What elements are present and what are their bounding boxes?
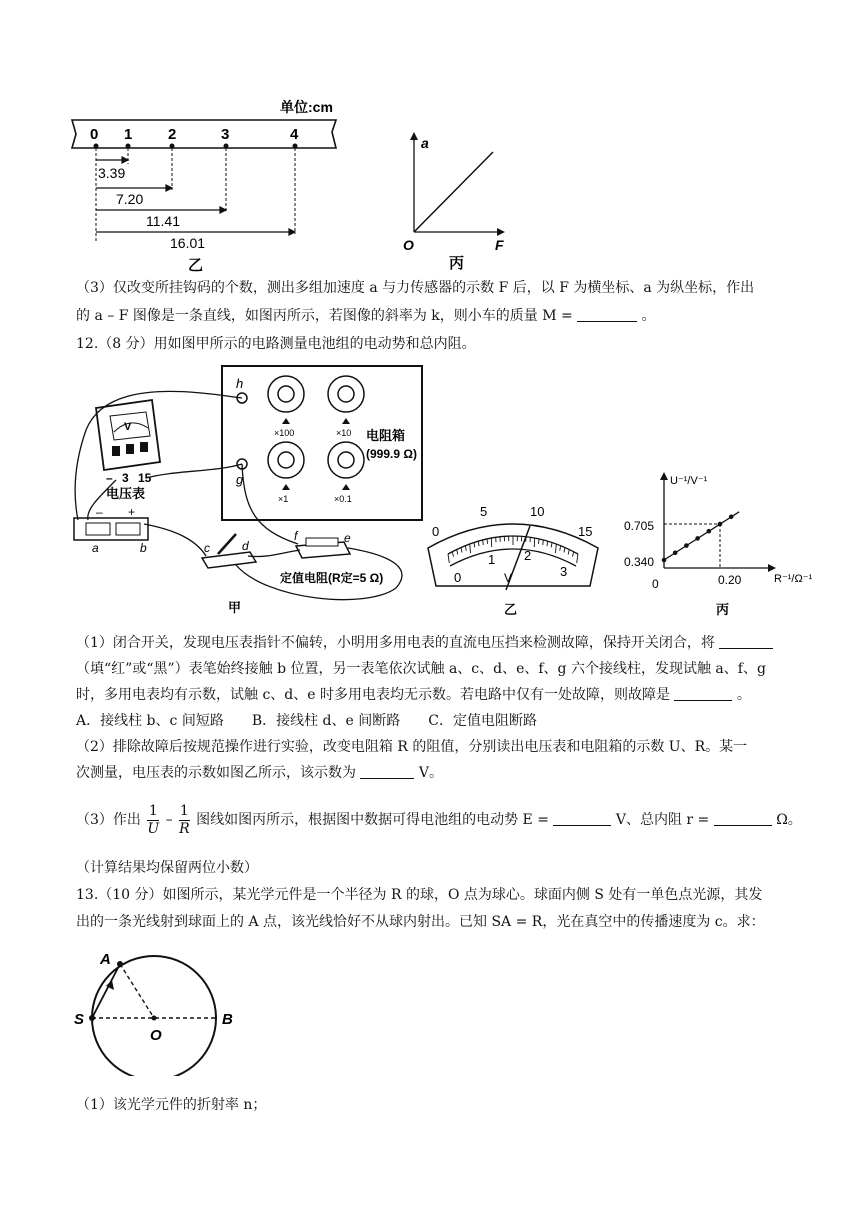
label-f: f [294,529,298,543]
point-s [89,1015,95,1021]
dial-label-x10: ×10 [336,428,352,438]
label-b-point: B [222,1011,233,1028]
q12-3-note: （计算结果均保留两位小数） [76,860,258,876]
q12-3-minus: – [165,812,173,828]
label-s-point: S [74,1011,85,1028]
chart-y-label: U⁻¹/V⁻¹ [670,475,708,487]
dial-bottom-1: 1 [488,552,496,567]
af-y-label: a [421,135,429,151]
q12-3-mid: 图线如图丙所示，根据图中数据可得电池组的电动势 E = [196,812,549,828]
voltmeter-v: V [124,421,132,433]
answer-blank-mass[interactable] [577,307,637,322]
af-graph [395,128,525,273]
voltmeter-minus: – [106,471,113,485]
switch[interactable] [202,552,256,568]
dial-tick [543,540,544,545]
q12-title: 12.（8 分）用如图甲所示的电路测量电池组的电动势和总内阻。 [76,336,476,352]
chart-x-tick-0: 0 [652,577,659,591]
label-g: g [236,472,244,487]
chart-point [662,558,667,563]
radius-oa [120,964,154,1018]
af-caption: 丙 [449,255,465,272]
af-x-label: F [495,237,504,253]
label-o-point: O [150,1027,162,1044]
label-e: e [344,531,351,545]
ray-sa [92,964,120,1018]
label-a: a [92,541,99,555]
voltmeter-dial [420,490,606,620]
ruler-dist-3: 11.41 [146,213,180,229]
chart-caption: 丙 [716,602,730,617]
ruler-dist-2: 7.20 [116,191,144,207]
q11-3-line1: （3）仅改变所挂钩码的个数，测出多组加速度 a 与力传感器的示数 F 后，以 F 为横坐标、a 为纵坐标，作出 [76,280,755,296]
voltmeter-label: 电压表 [106,486,146,501]
ruler-unit: 单位:cm [280,99,333,115]
dial-tick [487,539,488,544]
q11-3-end: 。 [641,308,656,324]
dial-caption: 乙 [504,602,518,617]
dial-bottom-2: 2 [524,548,532,563]
answer-blank-fault[interactable] [674,686,732,701]
ruler-mark-3: 3 [221,126,230,143]
ruler-mark-0: 0 [90,126,99,143]
resistor-label: 定值电阻(R定=5 Ω) [280,571,384,585]
resistance-box [222,366,422,520]
dial-label-x1: ×1 [278,494,289,504]
dial-top-0: 0 [432,524,440,539]
battery-minus: – [96,505,103,519]
chart-point [729,515,734,520]
circuit-figure [66,360,426,620]
q12-1-options: A．接线柱 b、c 间短路 B．接线柱 d、e 间断路 C．定值电阻断路 [76,713,537,729]
voltmeter-3: 3 [122,471,129,485]
dial-top-10: 10 [530,504,545,519]
battery-plus: + [128,505,136,519]
q12-3-line [76,800,802,840]
ruler-dist-4: 16.01 [170,235,206,251]
dial-unit: V [504,571,513,585]
inverse-graph [622,468,822,620]
dial-label-x100: ×100 [274,428,295,438]
q12-3-unit-o: Ω。 [776,812,802,828]
dial-top-15: 15 [578,524,593,539]
answer-blank-emf[interactable] [553,811,611,826]
point-a [117,961,123,967]
point-o [152,1016,157,1021]
q12-1-line1 [76,633,773,653]
chart-point [707,529,712,534]
q12-1-line3 [76,685,751,705]
ruler-dist-1: 3.39 [98,165,126,181]
dial-tick [538,539,539,544]
ruler-mark-1: 1 [124,126,133,143]
chart-point [695,536,700,541]
voltmeter-15: 15 [138,471,152,485]
box-label: 电阻箱 [366,428,406,443]
dial-bottom-0: 0 [454,570,462,585]
q12-2-end: V。 [418,765,444,781]
circuit-caption: 甲 [228,600,242,615]
chart-point [673,551,678,556]
fraction-1-over-u: $\frac{1}{U}$ [147,802,160,837]
label-c: c [204,541,210,555]
box-value: (999.9 Ω) [366,447,417,461]
answer-blank-voltage[interactable] [360,764,414,779]
ruler-mark-2: 2 [168,126,177,143]
q12-1-text3: 时，多用电表均有示数，试触 c、d、e 时多用电表均无示数。若电路中仅有一处故障，则故障是 [76,687,670,703]
q12-2-text2: 次测量，电压表的示数如图乙所示，该示数为 [76,765,356,781]
q12-1-end: 。 [736,687,751,703]
dial-bottom-3: 3 [560,564,568,579]
ruler-caption: 乙 [188,257,204,274]
q12-3-pre: （3）作出 [76,812,141,828]
sphere-figure [68,946,248,1076]
af-origin: O [403,237,414,253]
dial-label-x01: ×0.1 [334,494,352,504]
chart-x-tick-1: 0.20 [718,573,742,587]
chart-y-tick-1: 0.705 [624,519,655,533]
answer-blank-probe[interactable] [719,634,773,649]
chart-y-tick-0: 0.340 [624,555,655,569]
q12-2-line2 [76,763,443,783]
dial-tick [483,540,484,545]
chart-point [718,522,723,527]
q12-1-text1: （1）闭合开关，发现电压表指针不偏转，小明用多用电表的直流电压挡来检测故障，保持开关闭合，将 [76,635,715,651]
q12-2-line1: （2）排除故障后按规范操作进行实验，改变电阻箱 R 的阻值，分别读出电压表和电阻箱的示数 U、R。某一 [76,739,748,755]
answer-blank-resistance[interactable] [714,811,772,826]
chart-point [684,543,689,548]
fraction-1-over-r: $\frac{1}{R}$ [179,802,190,837]
q13-line1: 13.（10 分）如图所示，某光学元件是一个半径为 R 的球，O 点为球心。球面内侧 S 处有一单色点光源，其发 [76,887,763,903]
label-b: b [140,541,147,555]
label-a-point: A [100,951,111,968]
ruler-mark-4: 4 [290,126,299,143]
q13-line2: 出的一条光线射到球面上的 A 点，该光线恰好不从球内射出。已知 SA = R，光在真空中的传播速度为 c。求： [76,914,765,930]
label-d: d [242,539,249,553]
af-line [414,152,493,232]
dial-top-5: 5 [480,504,488,519]
ruler-figure [66,94,356,274]
q12-1-line2: （填“红”或“黑”）表笔始终接触 b 位置，另一表笔依次试触 a、c、d、e、f、g 六个接线柱，发现试触 a、f、g [76,661,766,677]
chart-x-label: R⁻¹/Ω⁻¹ [774,573,813,585]
label-h: h [236,376,244,391]
q11-3-line2 [76,306,656,326]
q13-sub1: （1）该光学元件的折射率 n； [76,1097,267,1113]
q11-3-text: 的 a – F 图像是一条直线，如图丙所示，若图像的斜率为 k，则小车的质量 M = [76,308,573,324]
q12-3-unit-v: V、总内阻 r = [615,812,710,828]
